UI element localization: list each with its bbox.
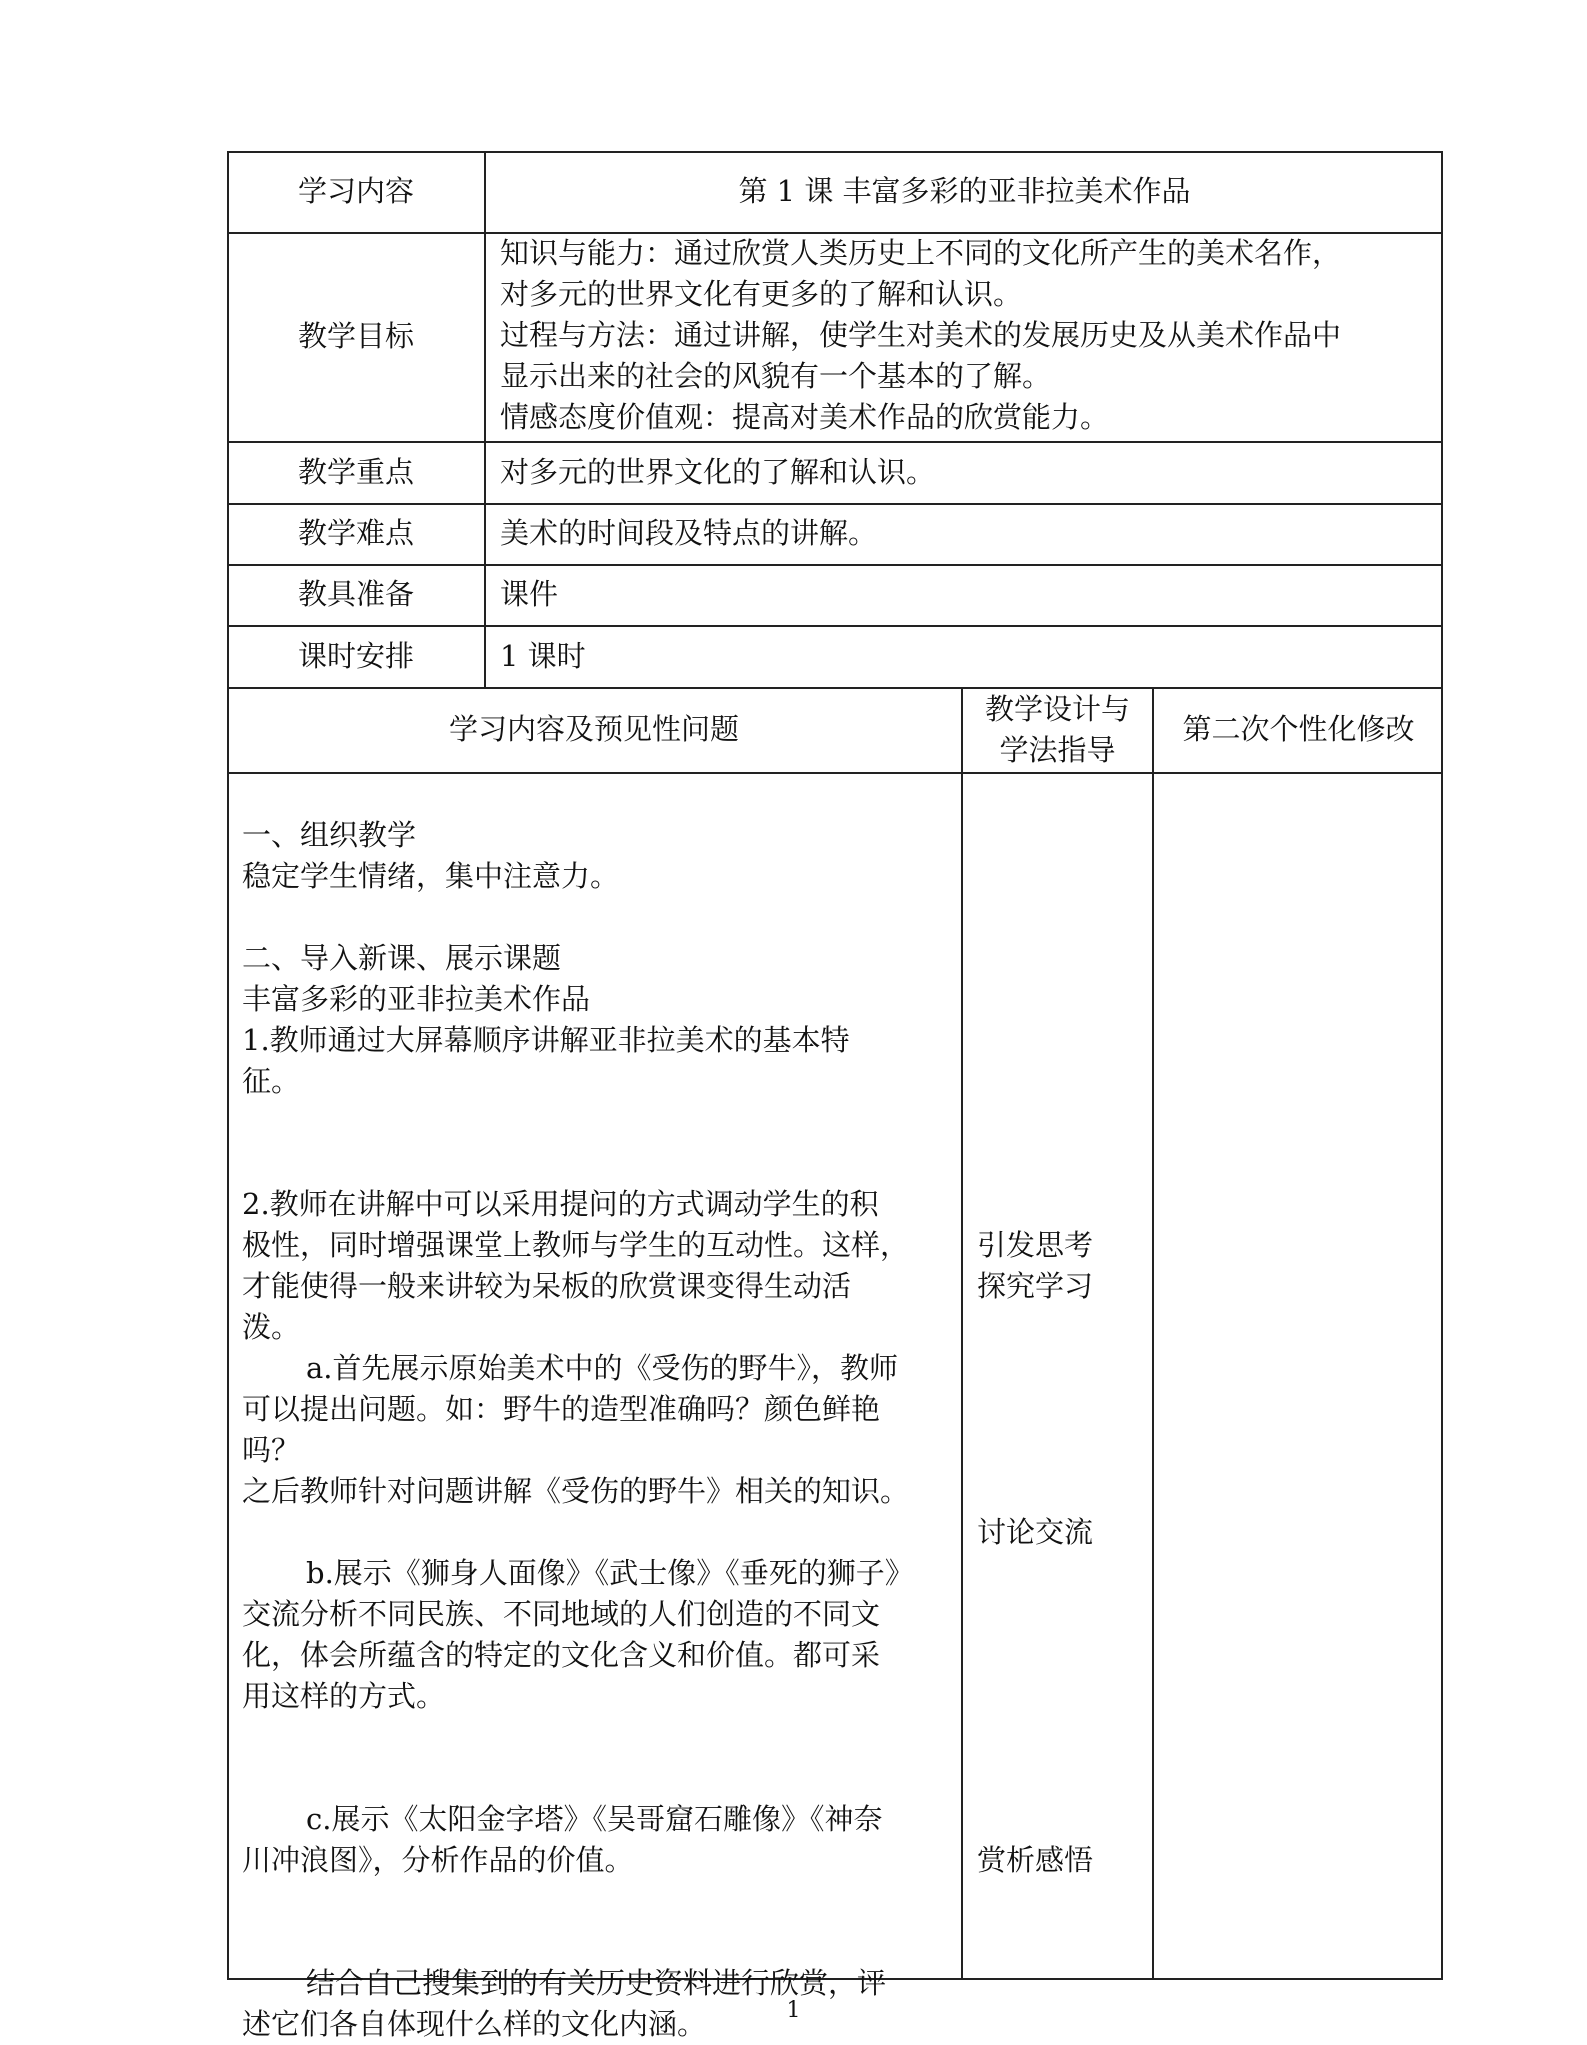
content-line: a.首先展示原始美术中的《受伤的野牛》，教师 [306,1351,899,1385]
column-divider [1152,687,1154,1980]
content-line: 1.教师通过大屏幕顺序讲解亚非拉美术的基本特 [242,1023,850,1057]
content-blank [242,1717,954,1758]
content-line: 丰富多彩的亚非拉美术作品 [242,982,591,1016]
content-line: 吗？ [242,1433,301,1467]
row-label-study-content: 学习内容 [297,174,414,208]
row-divider [227,772,1443,774]
row-label-materials: 教具准备 [297,577,414,611]
row-label-schedule: 课时安排 [297,639,414,673]
row-divider [227,687,1443,689]
content-line: c.展示《太阳金字塔》《吴哥窟石雕像》《神奈 [306,1802,883,1836]
content-line: 泼。 [242,1310,301,1344]
content-line: 一、组织教学 [242,818,417,852]
objective-line: 知识与能力：通过欣赏人类历史上不同的文化所产生的美术名作， [500,236,1342,270]
column-header-content: 学习内容及预见性问题 [448,712,739,746]
objective-line: 显示出来的社会的风貌有一个基本的了解。 [500,359,1052,393]
content-line: 用这样的方式。 [242,1679,446,1713]
row-divider [227,564,1443,566]
content-line: 可以提出问题。如：野牛的造型准确吗？颜色鲜艳 [242,1392,881,1426]
content-line: 川冲浪图》，分析作品的价值。 [242,1843,634,1877]
objective-line: 对多元的世界文化有更多的了解和认识。 [500,277,1023,311]
content-line: 述它们各自体现什么样的文化内涵。 [242,2007,707,2041]
content-blank [242,1758,954,1799]
content-line: 二、导入新课、展示课题 [242,941,562,975]
objective-line: 过程与方法：通过讲解，使学生对美术的发展历史及从美术作品中 [500,318,1342,352]
content-line: 稳定学生情绪，集中注意力。 [242,859,620,893]
column-header-guidance [963,689,1152,771]
content-line: 交流分析不同民族、不同地域的人们创造的不同文 [242,1597,881,1631]
content-line: b.展示《狮身人面像》《武士像》《垂死的狮子》 [306,1556,914,1590]
content-blank [242,1102,954,1143]
content-blank [242,1143,954,1184]
content-line: 结合自己搜集到的有关历史资料进行欣赏，评 [306,1966,887,2000]
row-divider [227,503,1443,505]
row-divider [227,441,1443,443]
materials-text: 课件 [500,577,559,611]
lesson-content [242,815,954,2045]
objective-line: 情感态度价值观：提高对美术作品的欣赏能力。 [500,400,1110,434]
page-number: 1 [786,1998,801,2023]
column-header-guidance-line: 学法指导 [999,733,1116,767]
column-header-guidance-line: 教学设计与 [984,692,1130,726]
content-line: 征。 [242,1064,301,1098]
content-blank [242,1922,954,1963]
schedule-text: 1 课时 [500,639,586,673]
content-blank [242,1512,954,1553]
column-divider [961,687,963,1980]
content-blank [242,897,954,938]
row-divider [227,625,1443,627]
difficulties-text: 美术的时间段及特点的讲解。 [500,516,878,550]
row-label-key-points: 教学重点 [297,455,414,489]
guidance-note: 引发思考 [977,1228,1094,1262]
content-line: 化，体会所蕴含的特定的文化含义和价值。都可采 [242,1638,881,1672]
guidance-note: 讨论交流 [977,1515,1094,1549]
lesson-title: 第 1 课 丰富多彩的亚非拉美术作品 [738,174,1191,208]
content-blank [242,1881,954,1922]
content-line: 2.教师在讲解中可以采用提问的方式调动学生的积 [242,1187,879,1221]
row-label-difficulties: 教学难点 [297,516,414,550]
content-line: 之后教师针对问题讲解《受伤的野牛》相关的知识。 [242,1474,910,1508]
column-header-revision: 第二次个性化修改 [1182,712,1415,746]
guidance-note: 探究学习 [977,1269,1094,1303]
key-points-text: 对多元的世界文化的了解和认识。 [500,455,936,489]
content-line: 极性，同时增强课堂上教师与学生的互动性。这样， [242,1228,910,1262]
objectives-text [500,233,1341,438]
guidance-note: 赏析感悟 [977,1843,1094,1877]
content-line: 才能使得一般来讲较为呆板的欣赏课变得生动活 [242,1269,852,1303]
row-label-objectives: 教学目标 [297,319,414,353]
